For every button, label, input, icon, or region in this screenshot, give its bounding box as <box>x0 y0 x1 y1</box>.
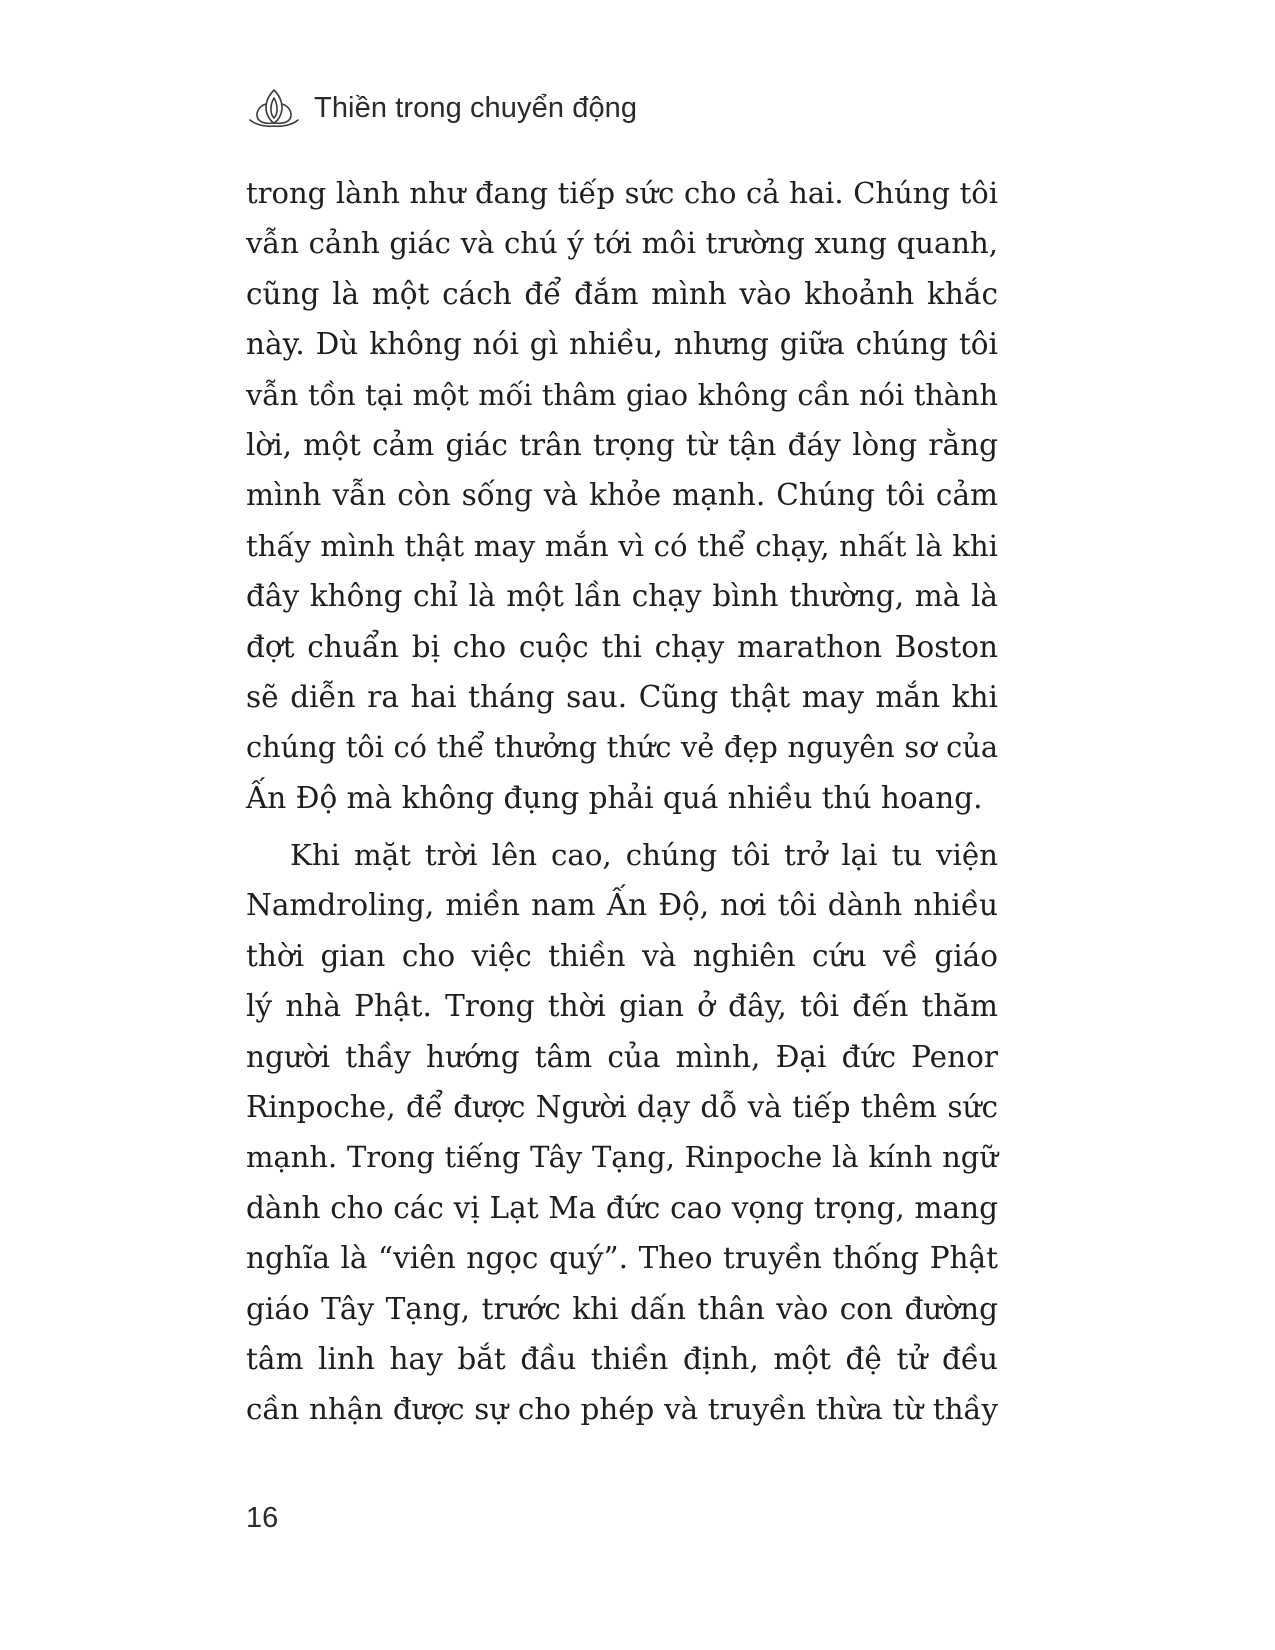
text-line: mình vẫn còn sống và khỏe mạnh. Chúng tôi cảm <box>246 478 998 513</box>
text-line: lời, một cảm giác trân trọng từ tận đáy lòng rằng <box>246 427 998 462</box>
paragraph <box>246 168 998 823</box>
text-line: thấy mình thật may mắn vì có thể chạy, nhất là khi <box>246 528 998 563</box>
text-line: đây không chỉ là một lần chạy bình thường, mà là <box>246 579 998 614</box>
text-line: cần nhận được sự cho phép và truyền thừa từ thầy <box>246 1392 998 1427</box>
text-line: Rinpoche, để được Người dạy dỗ và tiếp thêm sức <box>246 1090 998 1125</box>
running-header-title: Thiền trong chuyển động <box>314 91 638 124</box>
text-line: cũng là một cách để đắm mình vào khoảnh khắc <box>246 276 998 311</box>
text-line: Ấn Độ mà không đụng phải quá nhiều thú hoang. <box>246 780 983 815</box>
running-header <box>246 86 637 130</box>
text-line: Namdroling, miền nam Ấn Độ, nơi tôi dành nhiều <box>246 888 998 923</box>
text-line: đợt chuẩn bị cho cuộc thi chạy marathon Boston <box>246 629 998 664</box>
text-line: vẫn tồn tại một mối thâm giao không cần nói thành <box>246 377 998 412</box>
text-line: trong lành như đang tiếp sức cho cả hai. Chúng tôi <box>246 176 998 210</box>
text-line: mạnh. Trong tiếng Tây Tạng, Rinpoche là kính ngữ <box>246 1140 998 1175</box>
lotus-icon <box>246 86 302 130</box>
text-line: vẫn cảnh giác và chú ý tới môi trường xung quanh, <box>246 226 998 261</box>
text-line: lý nhà Phật. Trong thời gian ở đây, tôi đến thăm <box>246 989 998 1024</box>
text-line: tâm linh hay bắt đầu thiền định, một đệ tử đều <box>246 1341 998 1376</box>
paragraph <box>246 830 998 1435</box>
text-line: chúng tôi có thể thưởng thức vẻ đẹp nguyên sơ của <box>246 730 998 765</box>
text-line: thời gian cho việc thiền và nghiên cứu về giáo <box>246 938 998 973</box>
text-line: dành cho các vị Lạt Ma đức cao vọng trọng, mang <box>246 1190 998 1225</box>
text-line: người thầy hướng tâm của mình, Đại đức Penor <box>246 1039 998 1074</box>
page-number: 16 <box>246 1502 279 1534</box>
text-line: này. Dù không nói gì nhiều, nhưng giữa chúng tôi <box>246 327 998 362</box>
text-line: Khi mặt trời lên cao, chúng tôi trở lại tu viện <box>290 838 998 873</box>
text-line: giáo Tây Tạng, trước khi dấn thân vào con đường <box>246 1291 998 1326</box>
text-line: nghĩa là “viên ngọc quý”. Theo truyền thống Phật <box>246 1241 998 1276</box>
body-text <box>246 168 998 1435</box>
text-line: sẽ diễn ra hai tháng sau. Cũng thật may mắn khi <box>246 679 998 714</box>
paragraph-gap <box>246 823 998 830</box>
